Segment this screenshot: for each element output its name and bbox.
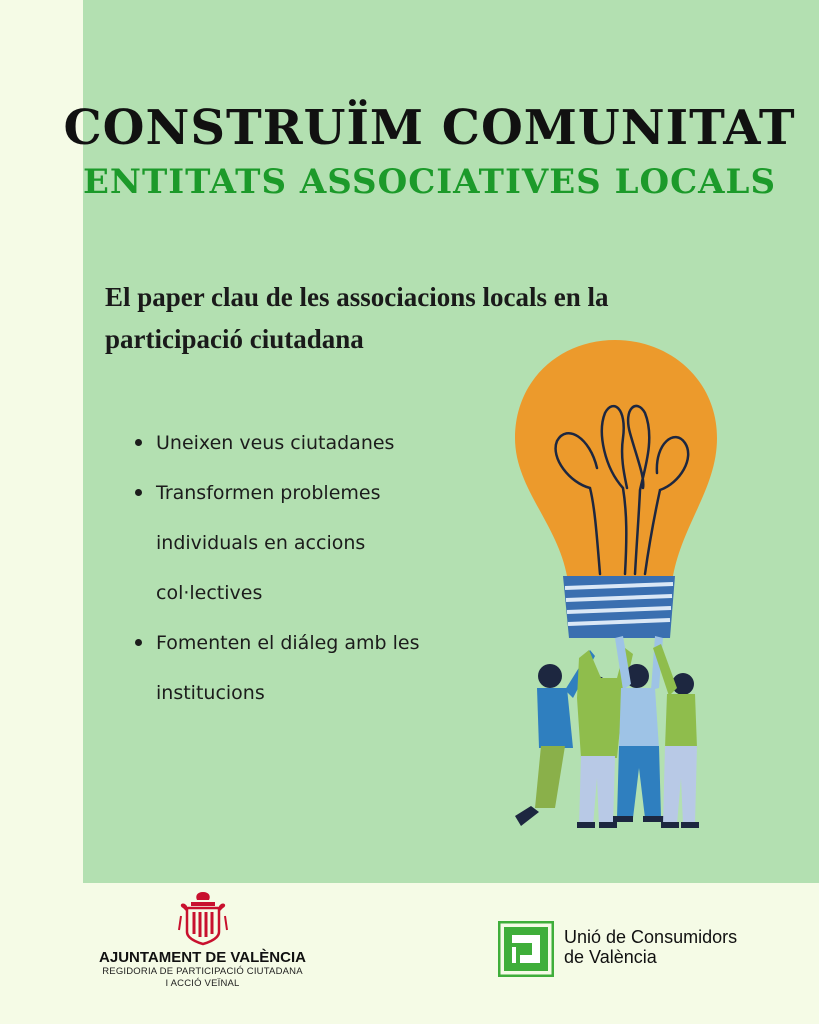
consumidors-name-line2: de València — [564, 947, 657, 967]
bullet-item: Transformen problemes individuals en accions col·lectives — [126, 468, 456, 618]
ajuntament-name: AJUNTAMENT DE VALÈNCIA — [99, 949, 306, 966]
bullet-item: Fomenten el diáleg amb les institucions — [126, 618, 456, 718]
bullet-list — [126, 418, 456, 718]
city-crest-icon — [177, 890, 229, 946]
uc-logo-icon — [498, 921, 554, 977]
bullet-item: Uneixen veus ciutadanes — [126, 418, 456, 468]
ajuntament-dept-line2: I ACCIÓ VEÏNAL — [165, 978, 240, 989]
poster-title: CONSTRUÏM COMUNITAT — [63, 100, 796, 156]
consumidors-name — [564, 927, 737, 967]
ajuntament-logo — [80, 890, 325, 1010]
lightbulb-people-illustration — [505, 338, 725, 838]
consumidors-name-line1: Unió de Consumidors — [564, 927, 738, 947]
ajuntament-dept-line1: REGIDORIA DE PARTICIPACIÓ CIUTADANA — [102, 966, 303, 977]
consumidors-logo — [498, 921, 768, 981]
poster-subtitle: ENTITATS ASSOCIATIVES LOCALS — [82, 162, 776, 202]
lead-text: El paper clau de les associacions locals en la participació ciutadana — [105, 282, 609, 354]
